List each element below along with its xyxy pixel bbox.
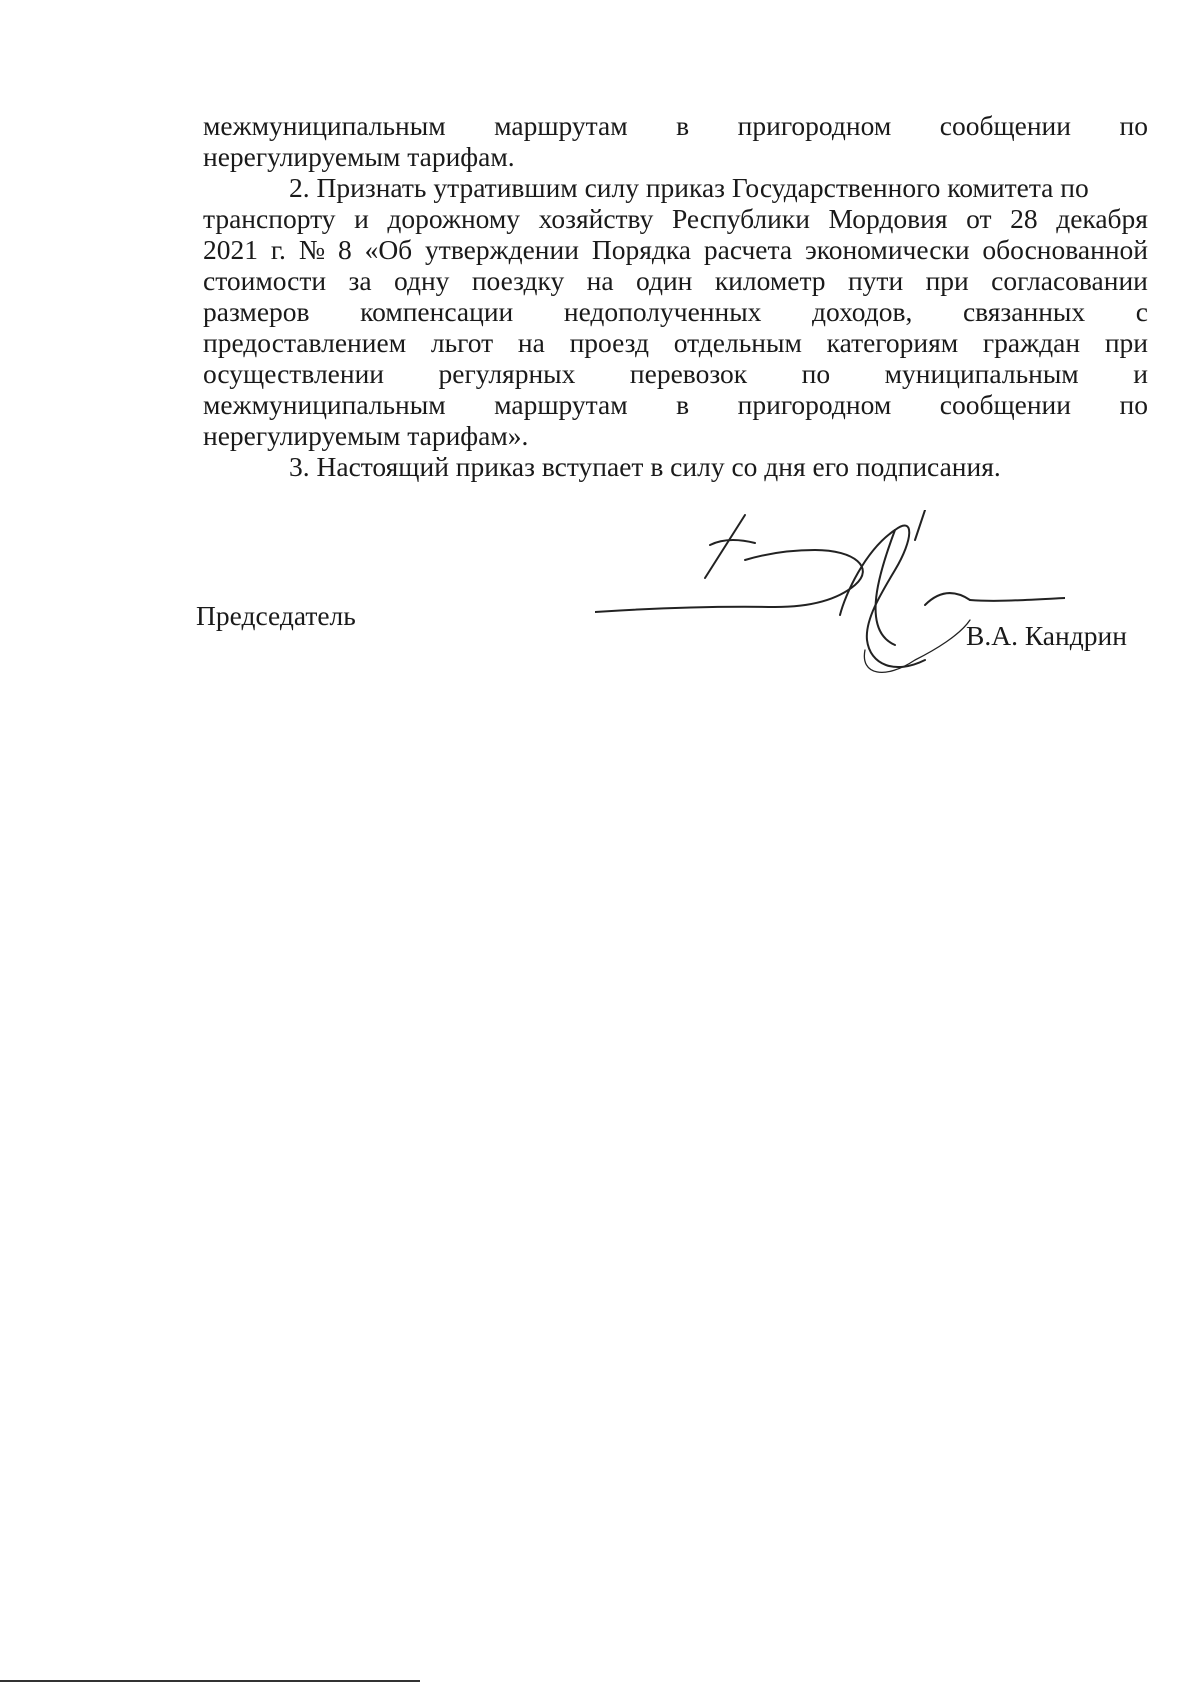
word: пути: [847, 265, 904, 296]
word: поездку: [471, 265, 565, 296]
word: дорожному: [387, 203, 521, 234]
text-line: [203, 327, 1148, 358]
word: 8: [337, 234, 352, 265]
word: Мордовия: [828, 203, 948, 234]
text-line: [203, 420, 1148, 451]
word: километр: [714, 265, 826, 296]
handwritten-signature: [595, 510, 1065, 725]
word: размеров: [203, 296, 310, 327]
word: сообщении: [939, 389, 1071, 420]
word: хозяйству: [538, 203, 654, 234]
word: компенсации: [360, 296, 514, 327]
word: г.: [270, 234, 286, 265]
line-text: 3. Настоящий приказ вступает в силу со дня его подписания.: [289, 451, 1001, 482]
word: по: [1119, 389, 1148, 420]
word: межмуниципальным: [203, 110, 446, 141]
word: от: [966, 203, 992, 234]
word: регулярных: [438, 358, 576, 389]
word: «Об: [364, 234, 413, 265]
text-line: [203, 172, 1148, 203]
word: пригородном: [737, 389, 892, 420]
word: 2021: [203, 234, 258, 265]
word: маршрутам: [494, 110, 628, 141]
word: в: [676, 110, 690, 141]
word: в: [676, 389, 690, 420]
word: расчета: [703, 234, 793, 265]
word: один: [636, 265, 693, 296]
text-line: [203, 203, 1148, 234]
word: категориям: [826, 327, 959, 358]
word: проезд: [569, 327, 650, 358]
text-line: [203, 141, 1148, 172]
word: предоставлением: [203, 327, 407, 358]
word: доходов,: [812, 296, 913, 327]
text-line: [203, 265, 1148, 296]
word: сообщении: [939, 110, 1071, 141]
word: по: [801, 358, 831, 389]
word: отдельным: [673, 327, 802, 358]
word: стоимости: [203, 265, 327, 296]
word: Порядка: [591, 234, 691, 265]
word: муниципальным: [884, 358, 1079, 389]
word: граждан: [982, 327, 1081, 358]
word: экономически: [804, 234, 970, 265]
word: по: [1119, 110, 1148, 141]
text-line: [203, 110, 1148, 141]
word: перевозок: [629, 358, 748, 389]
word: с: [1135, 296, 1148, 327]
line-text: 2. Признать утратившим силу приказ Государственного комитета по: [289, 172, 1089, 203]
word: связанных: [962, 296, 1086, 327]
document-body: [203, 110, 1148, 482]
word: 28: [1010, 203, 1038, 234]
word: на: [517, 327, 545, 358]
footer-rule: [0, 1680, 420, 1682]
word: обоснованной: [982, 234, 1148, 265]
text-line: [203, 451, 1148, 482]
word: осуществлении: [203, 358, 385, 389]
word: и: [1133, 358, 1148, 389]
word: пригородном: [737, 110, 892, 141]
word: при: [925, 265, 969, 296]
word: Республики: [671, 203, 810, 234]
line-text: нерегулируемым тарифам.: [203, 141, 515, 172]
word: при: [1104, 327, 1148, 358]
word: льгот: [430, 327, 494, 358]
text-line: [203, 358, 1148, 389]
word: одну: [394, 265, 450, 296]
signer-position: Председатель: [196, 600, 356, 631]
word: транспорту: [203, 203, 336, 234]
word: межмуниципальным: [203, 389, 446, 420]
word: декабря: [1056, 203, 1148, 234]
word: на: [586, 265, 614, 296]
text-line: [203, 234, 1148, 265]
signer-name: В.А. Кандрин: [966, 620, 1127, 651]
text-line: [203, 389, 1148, 420]
line-text: нерегулируемым тарифам».: [203, 420, 529, 451]
word: маршрутам: [494, 389, 628, 420]
word: утверждении: [425, 234, 579, 265]
word: согласовании: [991, 265, 1148, 296]
word: недополученных: [563, 296, 762, 327]
text-line: [203, 296, 1148, 327]
word: и: [354, 203, 369, 234]
word: №: [298, 234, 326, 265]
word: за: [348, 265, 372, 296]
